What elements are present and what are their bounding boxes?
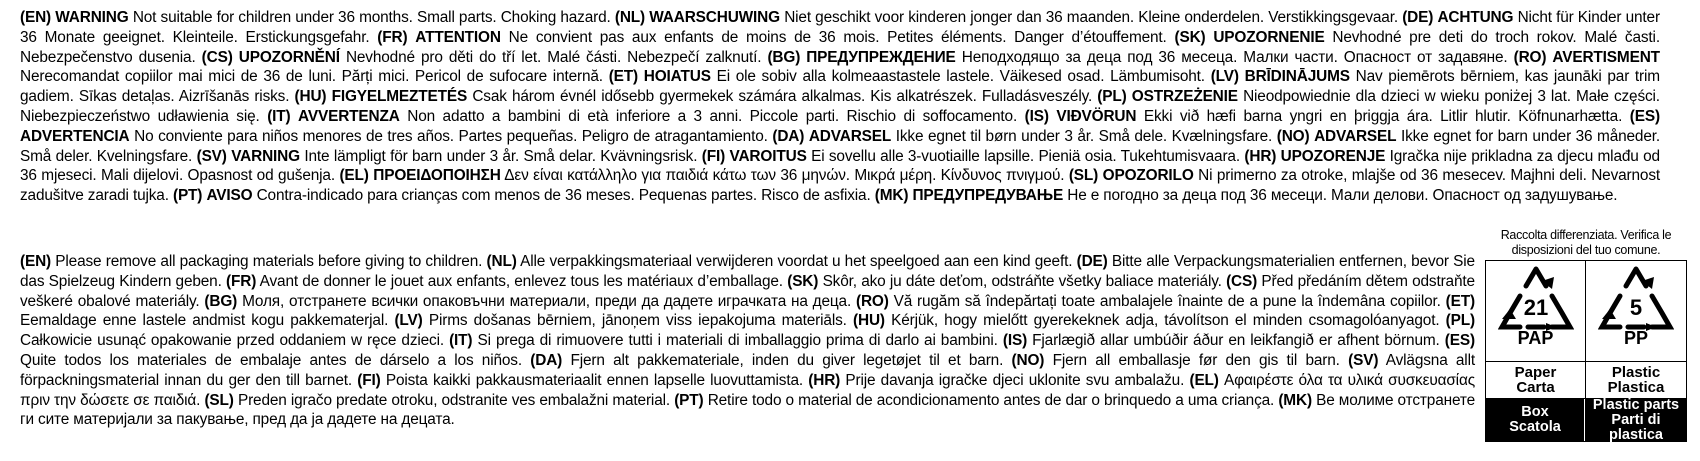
packaging-segment [20, 253, 482, 270]
material-label-en: Plastic [1611, 364, 1661, 381]
warnings-segment [609, 68, 1205, 85]
packaging-text: Skôr, ako ju dáte deťom, odstráňte všetky baliace materiály. [822, 272, 1222, 290]
warning-heading: VARNING [231, 147, 300, 165]
language-code: (ET) [608, 68, 639, 86]
warning-heading: WAARSCHUWING [649, 9, 780, 26]
language-code: (ES) [1444, 332, 1475, 350]
language-code: (MK) [874, 187, 909, 205]
warning-heading: ПРЕДУПРЕДУВАЊЕ [912, 187, 1064, 205]
language-code: (ET) [1445, 292, 1475, 310]
warning-heading: ΠΡΟΕΙΔΟΠΟΙΗΣΗ [373, 167, 501, 185]
packaging-text: Αφαιρέστε όλα τα υλικά συσκευασίας πριν την δώσετε σε παιδιά. [20, 371, 1475, 409]
language-code: (HR) [1244, 147, 1277, 165]
packaging-segment [357, 372, 803, 389]
part-label-en: Box [1521, 404, 1549, 420]
warnings-text: Csak három évnél idősebb gyermekek számára alkalmas. Kis alkatrészek. Fulladásveszély. [472, 88, 1093, 106]
recycling-part-plastic [1586, 396, 1686, 443]
warnings-text: Igračka nije prikladna za djecu mlađu od 36 mjeseci. Mali dijelovi. Opasnost od gušenja. [20, 147, 1660, 185]
language-code: (IT) [267, 107, 291, 125]
packaging-text: Ве молиме отстранете ги сите материјали за пакување, пред да ја дадете на децата. [20, 391, 1475, 429]
language-code: (FI) [357, 371, 381, 389]
packaging-segment [674, 392, 1274, 409]
language-code: (NO) [1276, 127, 1310, 145]
warnings-segment [767, 49, 1507, 66]
language-code: (RO) [1513, 48, 1547, 66]
language-code: (EN) [20, 253, 52, 270]
warnings-text: Niet geschikt voor kinderen jonger dan 36 maanden. Kleine onderdelen. Verstikkingsgevaar. [784, 9, 1398, 26]
language-code: (PL) [1097, 88, 1127, 106]
packaging-text: Poista kaikki pakkausmateriaalit ennen lapselle luovuttamista. [385, 371, 803, 389]
packaging-text: Całkowicie usunąć opakowanie przed oddaniem w ręce dzieci. [20, 332, 444, 350]
warning-heading: OSTRZEŻENIE [1131, 88, 1238, 106]
warnings-text: Nav piemērots bērniem, kas jaunāki par trim gadiem. Sīkas detaļas. Aizrīšanās risks. [20, 68, 1660, 106]
warnings-segment [267, 108, 1017, 125]
warning-heading: AVISO [206, 187, 253, 205]
language-code: (LV) [1210, 68, 1239, 86]
packaging-segment [487, 253, 1073, 270]
warnings-text: Nieodpowiednie dla dzieci w wieku poniżej 3 lat. Małe części. Niebezpieczeństwo udławienia się. [20, 88, 1660, 125]
warning-heading: ADVARSEL [1314, 127, 1397, 145]
packaging-segment [449, 332, 998, 349]
warnings-text: Ni primerno za otroke, mlajše od 36 mesecev. Majhni deli. Nevarnost zadušitve zaradi tujka. [20, 167, 1660, 205]
warning-heading: ACHTUNG [1437, 9, 1514, 26]
packaging-text: Bitte alle Verpackungsmaterialien entfernen, bevor Sie das Spielzeug Kindern geben. [20, 253, 1475, 290]
warning-heading: ADVARSEL [808, 127, 892, 145]
language-code: (HU) [853, 312, 885, 330]
language-code: (SL) [204, 391, 234, 409]
packaging-segment [204, 293, 851, 310]
language-code: (FR) [226, 272, 257, 290]
recycling-panel [1485, 228, 1687, 442]
warnings-text: Неподходящо за деца под 36 месеца. Малки части. Опасност от задавяне. [961, 48, 1508, 66]
warnings-text: Ikke egnet til børn under 3 år. Små dele. Kvælningsfare. [895, 127, 1273, 145]
language-code: (EL) [339, 167, 369, 185]
language-code: (DE) [1076, 253, 1108, 270]
recycling-triangle-icon [1598, 265, 1674, 331]
warnings-segment [377, 29, 1166, 46]
language-code: (BG) [204, 292, 238, 310]
language-code: (FI) [701, 147, 726, 165]
recycling-cell-plastic [1586, 261, 1686, 441]
warnings-segment [20, 9, 611, 26]
packaging-text: Quite todos los materiales de embalaje antes de dárselo a los niños. [20, 351, 522, 369]
warning-heading: HOIATUS [643, 68, 711, 86]
language-code: (NO) [1011, 351, 1045, 369]
language-code: (FR) [377, 28, 408, 46]
recycling-part-box [1486, 399, 1585, 441]
language-code: (IS) [1002, 332, 1028, 350]
language-code: (SV) [1348, 351, 1379, 369]
warnings-text: Ei sovellu alle 3-vuotiaille lapsille. Pieniä osia. Tukehtumisvaara. [811, 147, 1240, 165]
recycling-number-plastic: 5 [1629, 295, 1643, 320]
language-code: (SK) [1174, 28, 1206, 46]
warning-heading: ATTENTION [415, 28, 501, 46]
language-code: (PT) [674, 391, 704, 409]
warnings-text: Ei ole sobiv alla kolmeaastastele lastele. Väikesed osad. Lämbumisoht. [716, 68, 1205, 86]
warnings-text: Non adatto a bambini di età inferiore a 3 anni. Piccole parti. Rischio di soffocamento. [407, 107, 1018, 125]
language-code: (RO) [855, 292, 889, 310]
packaging-text: Fjern all emballasje før den gis til barn. [1052, 351, 1340, 369]
recycling-note: Raccolta differenziata. Verifica le disposizioni del tuo comune. [1500, 228, 1672, 257]
packaging-text: Pirms došanas bērniem, jānoņem viss iepakojuma materiāls. [428, 312, 847, 330]
language-code: (DE) [1402, 9, 1434, 26]
warnings-segment [1025, 108, 1623, 125]
language-code: (CS) [201, 48, 233, 66]
language-code: (BG) [767, 48, 801, 66]
packaging-text: Prije davanja igračke djeci uklonite svu ambalažu. [845, 371, 1185, 389]
recycling-code-plastic: PP [1623, 328, 1648, 348]
language-code: (NL) [486, 253, 517, 270]
language-code: (NL) [614, 9, 646, 26]
packaging-text: Fjern alt pakkemateriale, inden du giver legetøjet til et barn. [570, 351, 1004, 369]
recycling-number-paper: 21 [1523, 295, 1548, 320]
language-code: (MK) [1278, 391, 1312, 409]
recycling-grid [1485, 260, 1687, 442]
language-code: (EL) [1189, 371, 1219, 389]
warnings-text: Ikke egnet for barn under 36 måneder. Små deler. Kvelningsfare. [20, 127, 1660, 165]
recycling-symbol-plastic [1586, 261, 1686, 362]
packaging-text: Avant de donner le jouet aux enfants, enlevez tous les matériaux d’emballage. [259, 272, 783, 290]
recycling-code-paper: PAP [1517, 328, 1554, 348]
warning-heading: BRĪDINĀJUMS [1244, 68, 1350, 86]
language-code: (SL) [1068, 167, 1099, 185]
warnings-segment [197, 148, 698, 165]
language-code: (PL) [1445, 312, 1475, 330]
packaging-segment [1012, 352, 1340, 369]
material-label-it: Plastica [1607, 379, 1665, 396]
material-label-en: Paper [1514, 364, 1557, 381]
warnings-text: Inte lämpligt för barn under 3 år. Små delar. Kvävningsrisk. [304, 147, 698, 165]
language-code: (SK) [787, 272, 819, 290]
packaging-segment [226, 273, 783, 290]
language-code: (IS) [1024, 107, 1049, 125]
packaging-segment [856, 293, 1441, 310]
warnings-text: Δεν είναι κατάλληλο για παιδιά κάτω των 36 μηνών. Μικρά μέρη. Κίνδυνος πνιγμού. [504, 167, 1065, 185]
packaging-segment [808, 372, 1184, 389]
warning-heading: ADVERTENCIA [20, 127, 130, 145]
warnings-text: Ekki við hæfi barna yngri en þriggja ára. Litlir hlutir. Köfnunarhætta. [1143, 107, 1623, 125]
warnings-segment [615, 9, 1398, 26]
warnings-segment [295, 88, 1093, 105]
packaging-segment [853, 312, 1439, 329]
warnings-text: Ne convient pas aux enfants de moins de 36 mois. Petites éléments. Danger d’étouffement. [508, 28, 1167, 46]
packaging-text: Eemaldage enne lastele andmist kogu pakkematerjal. [20, 312, 389, 330]
warnings-segment [339, 167, 1064, 184]
packaging-text: Před předáním dětem odstraňte veškeré obalové materiály. [20, 272, 1475, 310]
recycling-material-paper [1486, 362, 1585, 399]
warnings-segment [772, 128, 1272, 145]
material-label-it: Carta [1516, 379, 1555, 396]
warnings-segment [173, 187, 871, 204]
language-code: (PT) [172, 187, 203, 205]
warning-heading: UPOZORENJE [1280, 147, 1386, 165]
warning-heading: FIGYELMEZTETÉS [331, 88, 468, 106]
warnings-text: No conviente para niños menores de tres años. Partes pequeñas. Peligro de atragantamiento. [134, 127, 768, 145]
warnings-text: Не е погодно за деца под 36 месеци. Мали делови. Опасност од задушување. [1067, 187, 1618, 205]
packaging-text: Vă rugăm să îndepărtați toate ambalajele înainte de a pune la îndemâna copiilor. [893, 292, 1441, 310]
warning-heading: AVVERTENZA [298, 107, 400, 125]
packaging-segment [787, 273, 1222, 290]
warnings-text: Nevhodné pro děti do tří let. Malé části. Nebezpečí zalknutí. [345, 48, 762, 66]
recycling-cell-paper [1486, 261, 1586, 441]
warning-heading: ПРЕДУПРЕЖДЕНИЕ [806, 48, 956, 66]
packaging-text: Fjarlægið allar umbúðir áður en leikfangið er afhent börnum. [1032, 332, 1440, 350]
recycling-material-plastic [1586, 362, 1686, 399]
packaging-segment [530, 352, 1003, 369]
warnings-text: Nerecomandat copiilor mai mici de 36 de luni. Părți mici. Pericol de sufocare internă. [20, 68, 603, 86]
warnings-segment [202, 49, 762, 66]
part-label-en: Plastic parts [1592, 396, 1680, 413]
packaging-text: Preden igračo predate otroku, odstranite ves embalažni material. [237, 391, 671, 409]
packaging-segment [394, 312, 846, 329]
warning-heading: UPOZORNĚNÍ [238, 48, 340, 66]
warnings-text: Not suitable for children under 36 months. Small parts. Choking hazard. [132, 9, 611, 26]
language-code: (ES) [1629, 107, 1660, 125]
language-code: (CS) [1226, 272, 1258, 290]
language-code: (DA) [530, 351, 563, 369]
warnings-segment [702, 148, 1240, 165]
warnings-text: Contra-indicado para crianças com menos de 36 meses. Pequenas partes. Risco de asfixia. [256, 187, 871, 205]
packaging-segment [204, 392, 670, 409]
recycling-symbol-paper [1486, 261, 1585, 362]
language-code: (IT) [449, 332, 473, 350]
warning-heading: AVERTISMENT [1552, 48, 1660, 66]
part-label-it: Parti di plastica [1609, 411, 1663, 443]
packaging-text: Alle verpakkingsmateriaal verwijderen voordat u het speelgoed aan een kind geeft. [520, 253, 1073, 270]
recycling-triangle-icon [1498, 265, 1574, 331]
packaging-text: Моля, отстранете всички опаковъчни материали, преди да дадете играчката на деца. [242, 292, 852, 310]
warning-heading: WARNING [55, 9, 129, 26]
warnings-text: Nevhodné pre deti do troch rokov. Malé časti. Nebezpečenstvo dusenia. [20, 28, 1660, 66]
packaging-text: Avlägsna allt förpackningsmaterial innan du ger den till barnet. [20, 351, 1475, 389]
language-code: (DA) [772, 127, 805, 145]
packaging-text: Retire todo o material de acondicionamento antes de dar o brinquedo a uma criança. [707, 391, 1275, 409]
warning-text-block [20, 8, 1660, 206]
part-label-it: Scatola [1509, 419, 1561, 435]
warnings-text: Nicht für Kinder unter 36 Monate geeignet. Kleinteile. Erstickungsgefahr. [20, 9, 1660, 46]
packaging-text-block [20, 252, 1475, 430]
packaging-text: Please remove all packaging materials before giving to children. [55, 253, 483, 270]
warning-heading: OPOZORILO [1102, 167, 1194, 185]
language-code: (HU) [294, 88, 327, 106]
language-code: (EN) [20, 9, 52, 26]
packaging-text: Si prega di rimuovere tutti i materiali di imballaggio prima di darlo ai bambini. [477, 332, 998, 350]
language-code: (SV) [196, 147, 227, 165]
warning-heading: VAROITUS [729, 147, 807, 165]
warnings-segment [875, 187, 1618, 204]
packaging-text: Kérjük, hogy mielőtt gyerekeknek adja, távolítson el minden csomagolóanyagot. [891, 312, 1440, 330]
warning-heading: UPOZORNENIE [1213, 28, 1325, 46]
warning-heading: VIÐVÖRUN [1056, 107, 1137, 125]
packaging-segment [1003, 332, 1440, 349]
language-code: (LV) [394, 312, 423, 330]
language-code: (HR) [808, 371, 841, 389]
